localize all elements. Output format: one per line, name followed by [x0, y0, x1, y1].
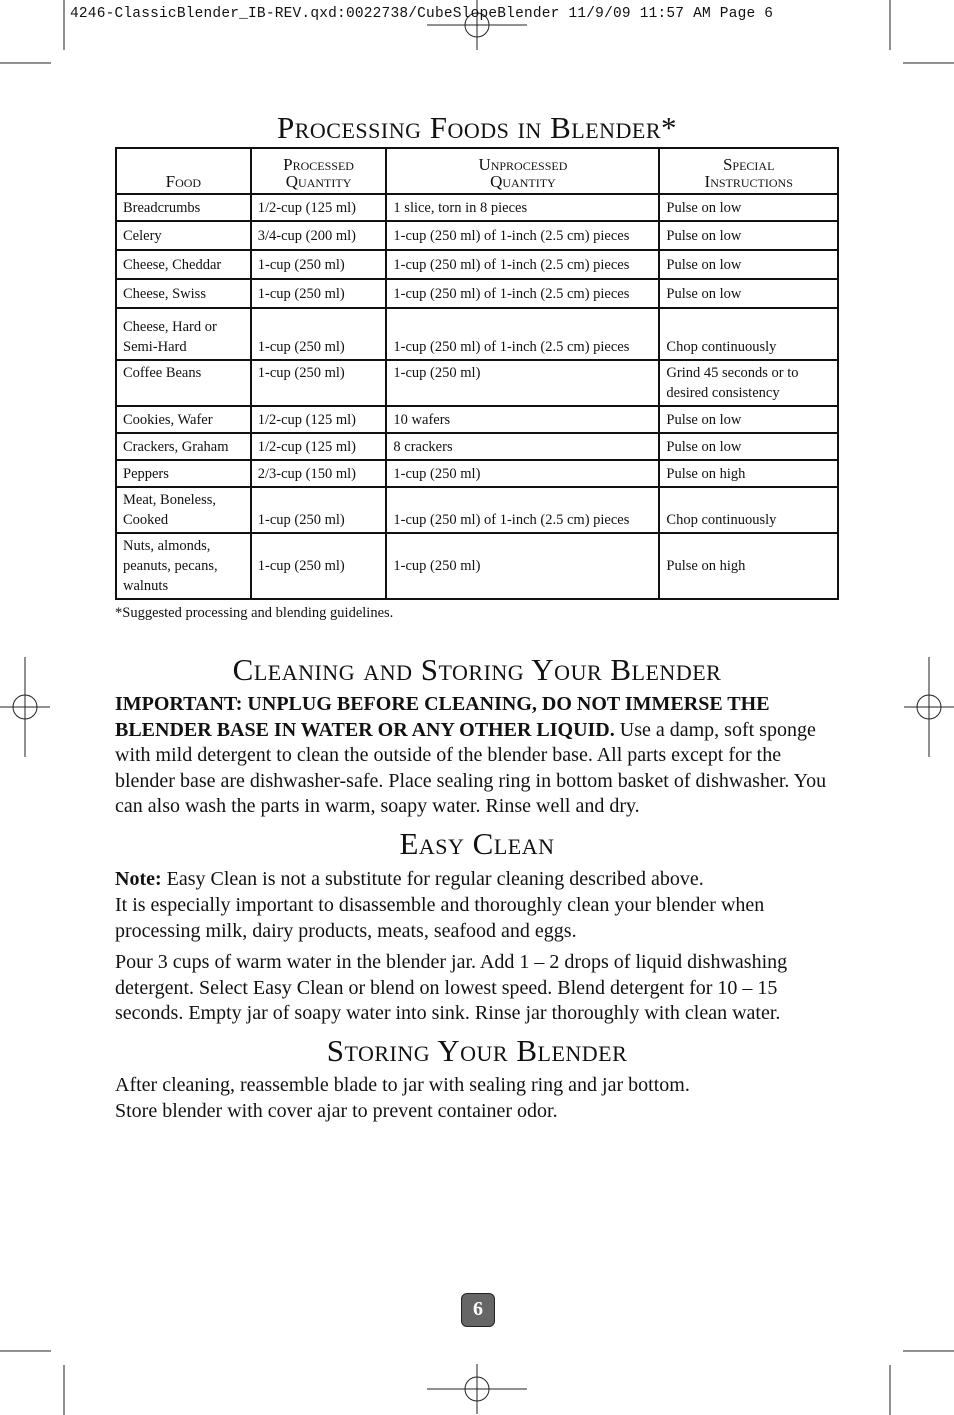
page-number-badge: 6 — [461, 1293, 495, 1327]
cell-processed: 1-cup (250 ml) — [251, 250, 387, 279]
table-row — [116, 221, 838, 250]
processing-title: Processing Foods in Blender* — [276, 110, 678, 145]
cell-unprocessed: 1 slice, torn in 8 pieces — [386, 194, 659, 221]
important-warning: IMPORTANT: UNPLUG BEFORE CLEANING, DO NOT IMMERSE THE BLENDER BASE IN WATER OR ANY OTHER LIQUID. — [115, 693, 770, 741]
cell-unprocessed: 1-cup (250 ml) — [386, 460, 659, 487]
cell-food: Peppers — [116, 460, 251, 487]
table-row — [116, 194, 838, 221]
cell-unprocessed: 1-cup (250 ml) of 1-inch (2.5 cm) pieces — [386, 221, 659, 250]
cell-instructions: Pulse on low — [659, 221, 838, 250]
storing-title: Storing Your Blender — [326, 1033, 628, 1068]
easy-clean-title: Easy Clean — [399, 826, 555, 861]
cell-food: Cheese, Hard or Semi-Hard — [116, 308, 251, 360]
cell-instructions: Grind 45 seconds or to desired consistency — [659, 360, 838, 406]
cell-food: Meat, Boneless, Cooked — [116, 487, 251, 533]
table-row — [116, 406, 838, 433]
cell-unprocessed: 1-cup (250 ml) of 1-inch (2.5 cm) pieces — [386, 279, 659, 308]
cell-unprocessed: 1-cup (250 ml) — [386, 533, 659, 599]
table-row — [116, 487, 838, 533]
cell-processed: 2/3-cup (150 ml) — [251, 460, 387, 487]
header-special-instructions: Special Instructions — [659, 148, 838, 194]
note-text: Easy Clean is not a substitute for regular cleaning described above. — [166, 868, 704, 890]
cell-instructions: Pulse on high — [659, 460, 838, 487]
cell-food: Cookies, Wafer — [116, 406, 251, 433]
cell-food: Nuts, almonds, peanuts, pecans, walnuts — [116, 533, 251, 599]
table-row — [116, 250, 838, 279]
table-row — [116, 533, 838, 599]
cell-processed: 1-cup (250 ml) — [251, 279, 387, 308]
cell-instructions: Pulse on low — [659, 406, 838, 433]
cell-instructions: Chop continuously — [659, 308, 838, 360]
cleaning-body: Use a damp, soft sponge with mild detergent to clean the outside of the blender base. All parts except for the blender base are dishwasher-safe. Place sealing ring in bottom basket of dishwasher. You can also wash the parts in warm, soapy water. Rinse well and dry. — [115, 718, 827, 818]
table-footnote: *Suggested processing and blending guidelines. — [115, 605, 394, 621]
header-food: Food — [116, 148, 251, 194]
table-row — [116, 279, 838, 308]
cell-processed: 1-cup (250 ml) — [251, 360, 387, 406]
cell-food: Cheese, Cheddar — [116, 250, 251, 279]
storing-line-1: After cleaning, reassemble blade to jar with sealing ring and jar bottom. — [115, 1074, 690, 1096]
cell-food: Coffee Beans — [116, 360, 251, 406]
cell-food: Breadcrumbs — [116, 194, 251, 221]
cell-unprocessed: 1-cup (250 ml) — [386, 360, 659, 406]
cell-processed: 1/2-cup (125 ml) — [251, 406, 387, 433]
cell-unprocessed: 1-cup (250 ml) of 1-inch (2.5 cm) pieces — [386, 308, 659, 360]
cell-unprocessed: 1-cup (250 ml) of 1-inch (2.5 cm) pieces — [386, 250, 659, 279]
cleaning-title: Cleaning and Storing Your Blender — [232, 652, 722, 687]
cell-processed: 1-cup (250 ml) — [251, 533, 387, 599]
cell-processed: 1/2-cup (125 ml) — [251, 194, 387, 221]
easy-clean-note — [115, 867, 841, 893]
cleaning-paragraph — [115, 692, 841, 820]
note-label: Note: — [115, 868, 162, 890]
print-slug-line: 4246-ClassicBlender_IB-REV.qxd:0022738/CubeSlopeBlender 11/9/09 11:57 AM Page 6 — [70, 6, 774, 22]
cell-processed: 1-cup (250 ml) — [251, 487, 387, 533]
processing-table — [115, 147, 839, 600]
cell-unprocessed: 10 wafers — [386, 406, 659, 433]
table-row — [116, 360, 838, 406]
cell-unprocessed: 8 crackers — [386, 433, 659, 460]
cell-processed: 1-cup (250 ml) — [251, 308, 387, 360]
cell-food: Cheese, Swiss — [116, 279, 251, 308]
cell-processed: 3/4-cup (200 ml) — [251, 221, 387, 250]
cell-food: Crackers, Graham — [116, 433, 251, 460]
header-unprocessed-quantity: Unprocessed Quantity — [386, 148, 659, 194]
cell-unprocessed: 1-cup (250 ml) of 1-inch (2.5 cm) pieces — [386, 487, 659, 533]
cell-instructions: Pulse on low — [659, 279, 838, 308]
cell-instructions: Pulse on low — [659, 433, 838, 460]
table-row — [116, 460, 838, 487]
cell-processed: 1/2-cup (125 ml) — [251, 433, 387, 460]
table-row — [116, 308, 838, 360]
cell-instructions: Chop continuously — [659, 487, 838, 533]
table-header-row — [116, 148, 838, 194]
header-processed-quantity: Processed Quantity — [251, 148, 387, 194]
easy-clean-paragraph-2: Pour 3 cups of warm water in the blender jar. Add 1 – 2 drops of liquid dishwashing detergent. Select Easy Clean or blend on lowest speed. Blend detergent for 10 – 15 seconds. Empty jar of soapy water into sink. Rinse jar thoroughly with clean water. — [115, 951, 788, 1025]
cell-instructions: Pulse on low — [659, 194, 838, 221]
easy-clean-paragraph-1: It is especially important to disassemble and thoroughly clean your blender when processing milk, dairy products, meats, seafood and eggs. — [115, 894, 765, 942]
cell-instructions: Pulse on low — [659, 250, 838, 279]
storing-line-2: Store blender with cover ajar to prevent container odor. — [115, 1100, 558, 1122]
cell-instructions: Pulse on high — [659, 533, 838, 599]
cell-food: Celery — [116, 221, 251, 250]
table-row — [116, 433, 838, 460]
